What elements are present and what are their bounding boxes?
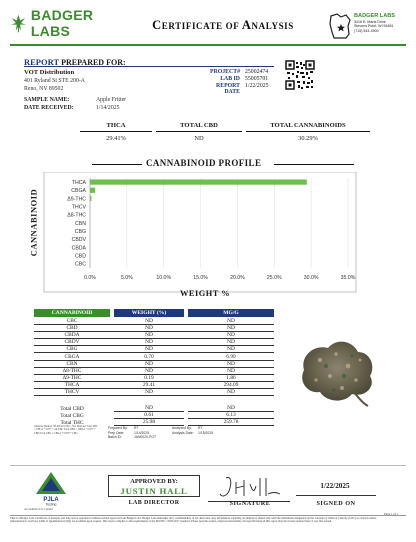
total-name: Total CBG: [60, 412, 84, 419]
wisconsin-map-icon: [328, 12, 352, 40]
y-tick-label: CBN: [75, 220, 86, 227]
client-address-line2: Reno, NV 89502: [24, 86, 64, 92]
x-tick-label: 25.0%: [266, 275, 282, 281]
address-phone: (715) 544-4900: [354, 28, 379, 33]
cannabinoid-name: CBG: [66, 346, 78, 353]
weight-percent: ND: [145, 339, 153, 346]
cannabinoid-name: CBGA: [64, 353, 80, 360]
total-name: Total CBD: [60, 405, 84, 412]
document-title: CERTIFICATE OF ANALYSIS: [152, 18, 294, 32]
cannabinoid-name: THCV: [64, 388, 80, 395]
signed-date: 1/22/2025: [320, 482, 350, 490]
analysis-date-value: 1/15/2025: [198, 430, 214, 435]
table-row: [34, 332, 274, 339]
weight-percent: ND: [145, 388, 153, 395]
total-weight-percent: ND: [114, 405, 184, 412]
total-mg-per-g: 259.78: [188, 419, 274, 426]
x-tick-label: 20.0%: [230, 275, 245, 281]
cannabinoid-name: Δ8-THC: [62, 367, 82, 374]
summary-value-total-cbd: ND: [194, 135, 204, 142]
approved-by-label: APPROVED BY:: [130, 478, 178, 485]
mg-per-g: ND: [227, 388, 235, 395]
qr-code-icon: [285, 60, 315, 90]
y-tick-label: THCA: [71, 179, 86, 186]
mg-per-g: ND: [227, 339, 235, 346]
footer-divider: [10, 515, 406, 516]
accreditation-number: Accreditation #: 111022: [24, 507, 53, 511]
mg-per-g: ND: [227, 346, 235, 353]
prepared-by-value: RT: [134, 426, 139, 430]
total-weight-percent: 25.98: [114, 419, 184, 426]
weight-percent: 0.70: [144, 353, 154, 360]
client-name: VOT Distribution: [24, 69, 75, 76]
approver-title: LAB DIRECTOR: [128, 500, 180, 506]
weight-percent: ND: [145, 367, 153, 374]
mg-per-g: 6.99: [226, 353, 236, 360]
x-tick-label: 35.0%: [340, 275, 356, 281]
summary-header-total-cbd: TOTAL CBD: [156, 122, 242, 132]
chart-x-axis-label: WEIGHT %: [180, 289, 231, 298]
summary-value-total-cannabinoids: 30.29%: [298, 135, 318, 142]
mg-per-g: ND: [227, 360, 235, 367]
batch-id-value: JAN0020-POT: [134, 435, 157, 440]
weight-percent: ND: [145, 325, 153, 332]
table-row: [34, 339, 274, 346]
col-header-mg-g: MG/G: [188, 309, 274, 317]
cannabinoid-name: CBD: [66, 325, 78, 332]
sample-name-value: Apple Fritter: [96, 97, 127, 103]
signed-on-label: SIGNED ON: [316, 500, 356, 507]
y-tick-label: CBD: [75, 253, 86, 260]
prep-date-value: 1/14/2025: [134, 430, 150, 435]
signature-label: SIGNATURE: [229, 500, 271, 507]
table-row: [34, 375, 274, 382]
cannabis-leaf-icon: [10, 12, 27, 34]
table-row: [34, 325, 274, 332]
sample-name-label: SAMPLE NAME:: [24, 97, 70, 103]
date-received-label: DATE RECEIVED:: [24, 105, 74, 111]
bar: [90, 188, 95, 193]
sample-photo: [290, 330, 382, 412]
y-tick-label: CBC: [75, 261, 86, 268]
table-row: [34, 382, 274, 389]
total-name: Total THC: [60, 419, 84, 426]
cannabinoid-name: THCA: [64, 381, 80, 388]
table-row: [34, 389, 274, 396]
summary-header-thca: THCA: [80, 122, 152, 132]
col-header-weight: WEIGHT (%): [114, 309, 184, 317]
report-date-label: REPORT DATE: [216, 83, 240, 95]
cannabinoid-name: CBC: [66, 318, 78, 325]
report-divider: [24, 66, 274, 67]
report-heading: REPORT PREPARED FOR:: [24, 57, 126, 67]
lab-address: [354, 13, 416, 33]
y-tick-label: CBDA: [71, 245, 86, 252]
summary-header-row: [80, 122, 380, 132]
approved-by-box: [108, 475, 200, 497]
analyzed-by-value: RT: [198, 426, 203, 430]
badger-labs-logo: [10, 7, 120, 39]
signature-divider: [10, 465, 406, 466]
chart-y-axis-label: [26, 176, 38, 272]
table-row: [34, 361, 274, 368]
labid-value: 55005701: [245, 76, 269, 82]
cannabinoid-name: Δ9-THC: [62, 374, 82, 381]
prepared-by-label: Prepared By:: [108, 426, 128, 430]
summary-value-thca: 29.41%: [106, 135, 126, 142]
y-tick-label: Δ8-THC: [67, 212, 86, 219]
weight-percent: 0.19: [144, 374, 154, 381]
signed-date-rule: [296, 495, 376, 496]
y-tick-label: CBGA: [71, 188, 86, 195]
total-weight-percent: 0.61: [114, 412, 184, 419]
summary-value-row: [80, 132, 380, 142]
x-tick-label: 15.0%: [193, 275, 208, 281]
total-mg-per-g: ND: [188, 405, 274, 412]
col-header-cannabinoid: CANNABINOID: [34, 309, 110, 317]
cannabinoid-totals: [34, 405, 274, 426]
y-tick-label: CBDV: [71, 237, 86, 244]
table-row: [34, 346, 274, 353]
footer-disclaimer: This is a Badger Labs Certificate of Analysis and may not be reproduced without written approval from Badger Labs. Badger Labs maintains strict confidentiality of all client data. Any information regarding an analysis is shared only with the individuals designated on the Laboratory Chain of Custody (COC) as contacts unless authorization is received. Limit of Quantitation (LOQ) are available upon request. This report complies to the requirements of the ISO/IEC 17025:2017 standard. Please note the results, expressed uncertainty and specifications in this report may have been updated since it was first issued.: [10, 517, 377, 524]
labid-label: LAB ID: [220, 76, 240, 82]
mg-per-g: ND: [227, 325, 235, 332]
report-date-value: 1/22/2025: [245, 83, 269, 89]
bar: [90, 196, 91, 201]
table-row: [34, 318, 274, 325]
x-tick-label: 5.0%: [120, 275, 133, 281]
cannabinoid-table-header: [34, 309, 274, 317]
cannabinoid-table: [34, 309, 274, 396]
total-row: [34, 412, 274, 419]
y-tick-label: THCV: [71, 204, 86, 211]
pjla-subtext: Testing: [45, 502, 57, 506]
project-label: PROJECT#: [210, 69, 240, 75]
handwritten-signature: [208, 472, 290, 502]
weight-percent: ND: [145, 318, 153, 325]
project-value: 25002474: [245, 69, 269, 75]
mg-per-g: ND: [227, 367, 235, 374]
method-note: Analysis Method: SP-POT-01 ND = Not Detected Total THC = THCA * 0.877 + Δ9-THC Total CBD = CBDA * 0.877 + CBD Total CBG = CBGA * 0.878 + CBG: [34, 425, 98, 435]
date-received-value: 1/14/2025: [96, 105, 120, 111]
profile-title-rule-right: [274, 164, 354, 165]
chart-y-axis-label-text: CANNABINOID: [29, 188, 39, 257]
x-tick-label: 0.0%: [84, 275, 96, 281]
total-row: [34, 405, 274, 412]
cannabinoid-name: CBDA: [64, 332, 80, 339]
chart-title: CANNABINOID PROFILE: [146, 158, 262, 168]
x-tick-label: 30.0%: [303, 275, 319, 281]
cannabinoid-name: CBN: [66, 360, 78, 367]
weight-percent: 29.41: [142, 381, 156, 388]
cannabinoid-name: CBDV: [64, 339, 80, 346]
weight-percent: ND: [145, 360, 153, 367]
analysis-date-label: Analysis Date:: [172, 430, 194, 435]
weight-percent: ND: [145, 346, 153, 353]
header-divider: [10, 44, 406, 46]
analyzed-by-label: Analyzed By:: [172, 426, 192, 430]
table-row: [34, 353, 274, 360]
batch-id-label: Batch ID:: [108, 435, 122, 440]
address-line2: Stevens Point, WI 54481: [354, 24, 394, 29]
prep-date-label: Prep Date:: [108, 430, 125, 435]
address-brand: BADGER LABS: [354, 13, 396, 19]
table-row: [34, 368, 274, 375]
total-mg-per-g: 6.13: [188, 412, 274, 419]
x-tick-label: 10.0%: [156, 275, 172, 281]
analysis-meta: [108, 426, 278, 440]
mg-per-g: ND: [227, 318, 235, 325]
summary-table: [80, 122, 380, 142]
bar: [90, 179, 307, 184]
page-number: Page 1 of 1: [384, 512, 399, 516]
client-address-line1: 401 Ryland St STE 200-A: [24, 78, 85, 84]
logo-text: BADGER LABS: [30, 7, 94, 39]
approver-name: JUSTIN HALL: [120, 486, 188, 496]
cannabinoid-rows: [34, 318, 274, 396]
mg-per-g: ND: [227, 332, 235, 339]
mg-per-g: 1.86: [226, 374, 236, 381]
pjla-accreditation-logo: [26, 470, 76, 506]
meta-row-3: [108, 435, 278, 440]
weight-percent: ND: [145, 332, 153, 339]
address-line1: 3416 E. Maria Drive: [354, 19, 386, 24]
cannabinoid-profile-chart: [40, 172, 360, 300]
pjla-text: PJLA: [43, 497, 59, 503]
mg-per-g: 294.09: [223, 381, 239, 388]
profile-title-rule-left: [92, 164, 142, 165]
signature-area: [208, 472, 290, 502]
y-tick-label: CBG: [74, 228, 86, 235]
summary-header-total-cannabinoids: TOTAL CANNABINOIDS: [246, 122, 370, 132]
y-tick-label: Δ9-THC: [67, 196, 86, 203]
